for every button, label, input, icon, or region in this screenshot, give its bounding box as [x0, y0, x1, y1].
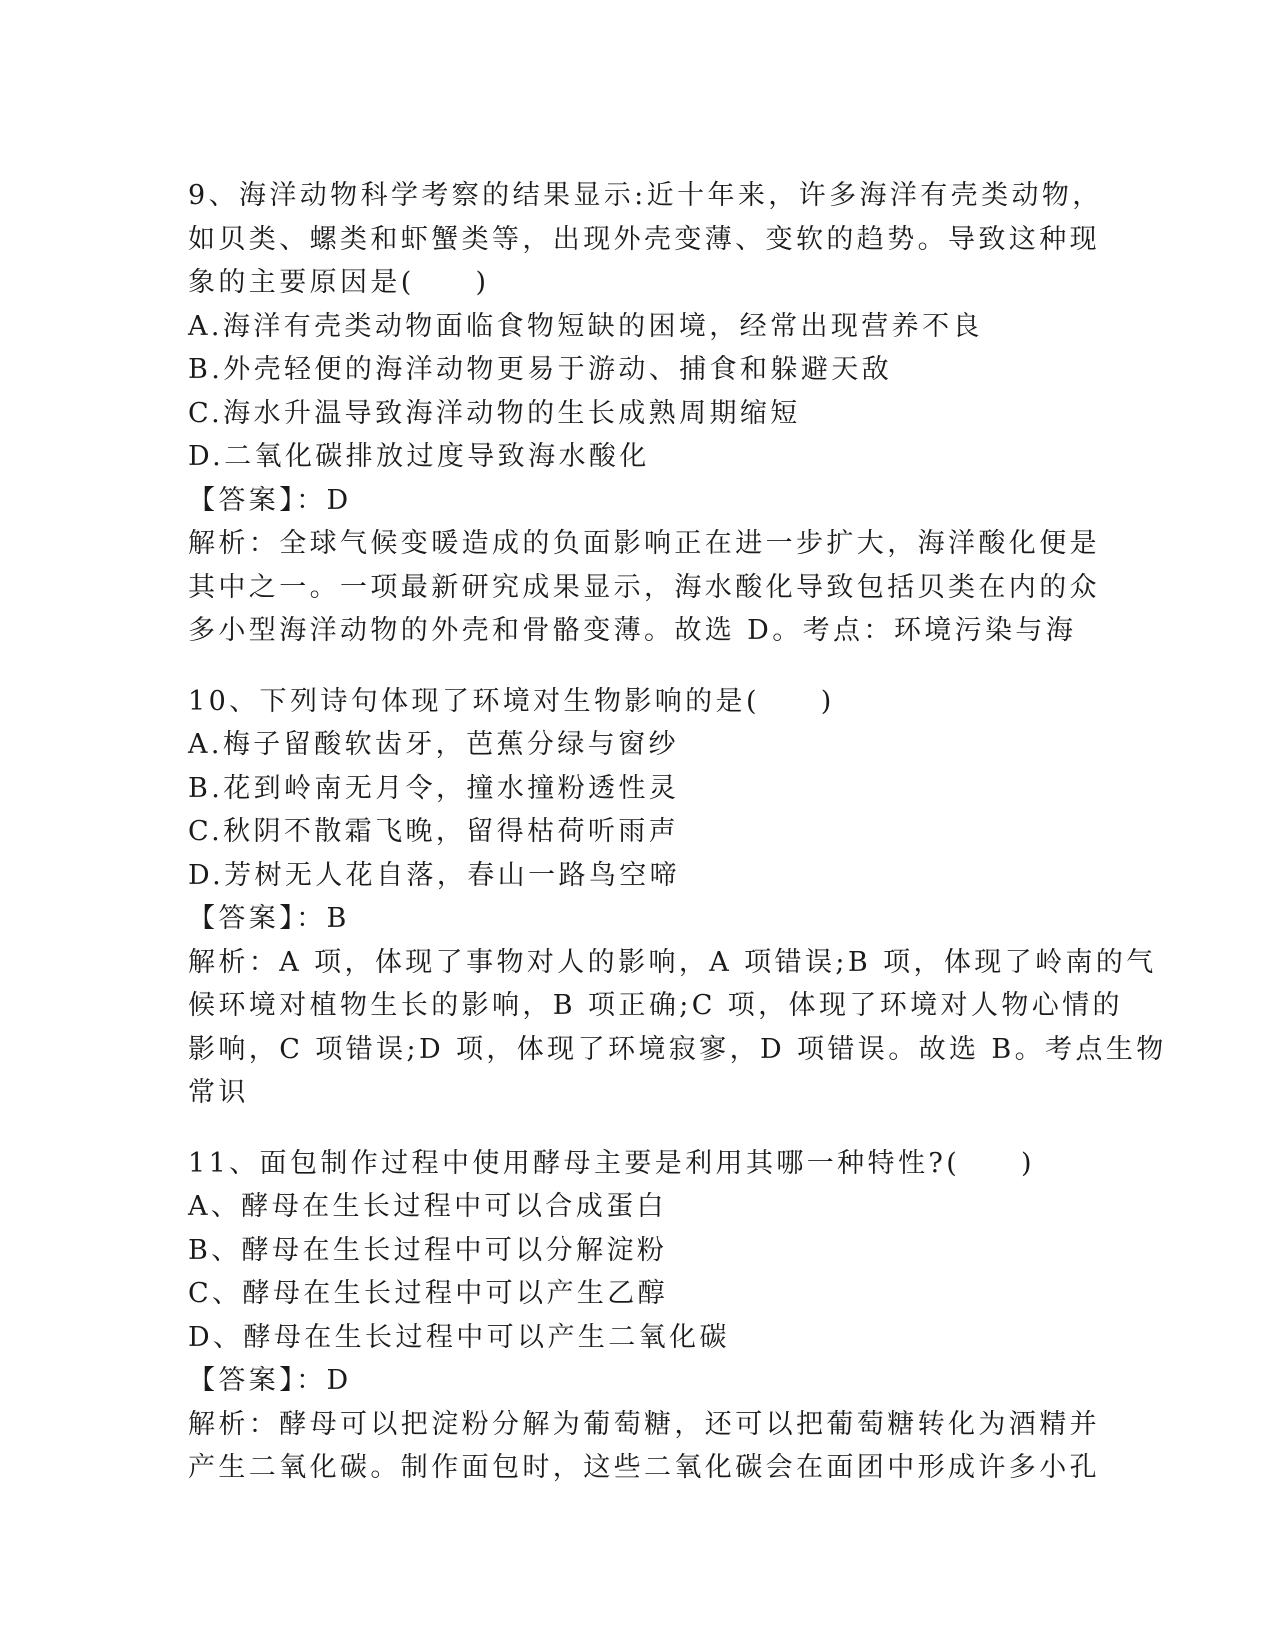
question-11 [188, 1142, 1100, 1490]
option-c: C.秋阴不散霜飞晚，留得枯荷听雨声 [188, 816, 680, 847]
question-stem-line: 10、下列诗句体现了环境对生物影响的是( ) [188, 685, 835, 717]
option-a: A.梅子留酸软齿牙，芭蕉分绿与窗纱 [188, 729, 679, 760]
question-spacer [188, 653, 1088, 680]
option-a: A.海洋有壳类动物面临食物短缺的困境，经常出现营养不良 [188, 310, 983, 342]
analysis-line: 影响，C 项错误;D 项，体现了环境寂寥，D 项错误。故选 B。考点生物 [188, 1033, 1167, 1065]
option-d: D.芳树无人花自落，春山一路鸟空啼 [188, 859, 681, 891]
option-b: B、酵母在生长过程中可以分解淀粉 [188, 1234, 668, 1266]
analysis-line: 多小型海洋动物的外壳和骨骼变薄。故选 D。考点：环境污染与海 [188, 615, 1077, 646]
answer-line: 【答案】：B [188, 903, 350, 934]
analysis-line: 解析：全球气候变暖造成的负面影响正在进一步扩大，海洋酸化便是 [188, 528, 1100, 559]
analysis-line: 解析：酵母可以把淀粉分解为葡萄糖，还可以把葡萄糖转化为酒精并 [188, 1408, 1100, 1440]
question-10 [188, 680, 1167, 1115]
question-stem-line: 象的主要原因是( ) [188, 267, 490, 298]
option-d: D、酵母在生长过程中可以产生二氧化碳 [188, 1321, 730, 1353]
option-c: C.海水升温导致海洋动物的生长成熟周期缩短 [188, 397, 801, 429]
analysis-line: 解析：A 项，体现了事物对人的影响，A 项错误;B 项，体现了岭南的气 [188, 946, 1157, 978]
option-b: B.外壳轻便的海洋动物更易于游动、捕食和躲避天敌 [188, 354, 893, 385]
option-d: D.二氧化碳排放过度导致海水酸化 [188, 441, 650, 472]
option-a: A、酵母在生长过程中可以合成蛋白 [188, 1191, 667, 1222]
analysis-line: 其中之一。一项最新研究成果显示，海水酸化导致包括贝类在内的众 [188, 571, 1100, 603]
analysis-line: 产生二氧化碳。制作面包时，这些二氧化碳会在面团中形成许多小孔 [188, 1452, 1100, 1483]
option-b: B.花到岭南无月令，撞水撞粉透性灵 [188, 772, 680, 804]
page-content [188, 174, 1167, 1490]
option-c: C、酵母在生长过程中可以产生乙醇 [188, 1278, 669, 1309]
question-stem-line: 如贝类、螺类和虾蟹类等，出现外壳变薄、变软的趋势。导致这种现 [188, 223, 1100, 255]
answer-line: 【答案】：D [188, 1365, 352, 1396]
question-stem-line: 11、面包制作过程中使用酵母主要是利用其哪一种特性?( ) [188, 1147, 1035, 1179]
question-spacer [188, 1115, 1088, 1142]
analysis-line: 候环境对植物生长的影响，B 项正确;C 项，体现了环境对人物心情的 [188, 990, 1123, 1021]
answer-line: 【答案】：D [188, 484, 352, 516]
question-9 [188, 174, 1103, 653]
analysis-line: 常识 [188, 1077, 249, 1108]
question-stem-line: 9、海洋动物科学考察的结果显示:近十年来，许多海洋有壳类动物， [188, 180, 1103, 211]
